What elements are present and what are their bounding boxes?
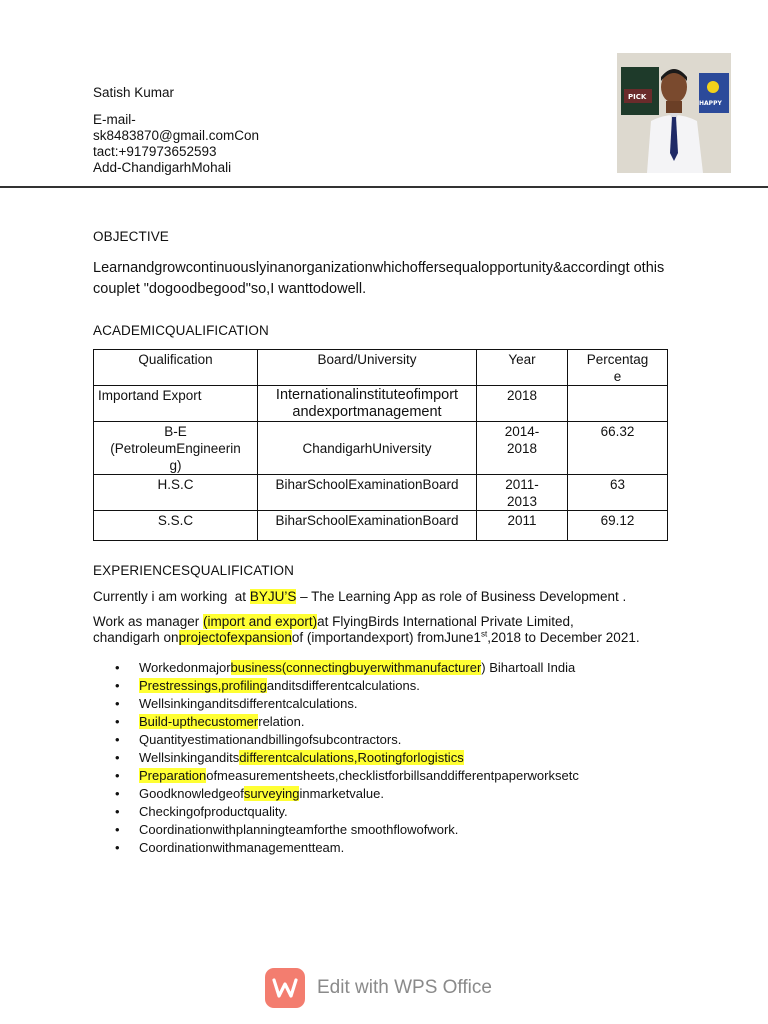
header-board: Board/University (258, 350, 477, 386)
cell-qualification: S.S.C (94, 511, 258, 541)
header-year: Year (477, 350, 568, 386)
duties-list (93, 659, 579, 857)
profile-photo-image (617, 53, 731, 173)
experience-title: EXPERIENCESQUALIFICATION (93, 563, 294, 578)
table-row (94, 475, 668, 511)
profile-photo (617, 53, 731, 173)
cell-board: Internationalinstituteofimport andexportmanagement (258, 386, 477, 422)
bullet-icon: • (115, 804, 120, 819)
photo-sign-right: HAPPY (699, 100, 722, 107)
cell-percentage: 66.32 (568, 422, 668, 475)
cell-percentage (568, 386, 668, 422)
header-percentage: Percentag e (568, 350, 668, 386)
cell-year: 2011 (477, 511, 568, 541)
cell-board: BiharSchoolExaminationBoard (258, 475, 477, 511)
cell-year: 2018 (477, 386, 568, 422)
objective-text: Learnandgrowcontinuouslyinanorganizationwhichoffersequalopportunity&accordingt othis couplet "dogoodbegood"so,I wanttodowell. (93, 260, 665, 297)
bullet-icon: • (115, 660, 120, 675)
header-divider (0, 186, 768, 188)
wps-logo-icon (265, 968, 305, 1008)
address-line: Add-ChandigarhMohali (93, 160, 232, 175)
cell-board: BiharSchoolExaminationBoard (258, 511, 477, 541)
academic-title: ACADEMICQUALIFICATION (93, 323, 269, 338)
duty-item: • Checkingofproductquality. (115, 804, 288, 819)
duty-item: • Workedonmajorbusiness(connectingbuyerwithmanufacturer) Bihartoall India (115, 660, 576, 675)
academic-table (93, 349, 668, 541)
cell-board: ChandigarhUniversity (258, 422, 477, 475)
duty-item: • Prestressings,profilinganditsdifferentcalculations. (115, 678, 420, 693)
wps-watermark[interactable] (265, 968, 492, 1008)
bullet-icon: • (115, 822, 120, 837)
cell-qualification: Importand Export (94, 386, 258, 422)
email-line: sk8483870@gmail.comCon (93, 128, 260, 143)
contact-header (93, 85, 393, 176)
email-label: E-mail- (93, 112, 136, 127)
duty-item: • Preparationofmeasurementsheets,checklistforbillsanddifferentpaperworksetc (115, 768, 579, 783)
duty-item: • Coordinationwithplanningteamforthe smoothflowofwork. (115, 822, 459, 837)
bullet-icon: • (115, 768, 120, 783)
duty-item: • Wellsinkinganditsdifferentcalculations. (115, 696, 358, 711)
manager-paragraph: Work as manager (import and export)at FlyingBirds International Private Limited, chandigarh onprojectofexpansionof (importandexport) fromJune1st,2018 to December 2021. (93, 614, 640, 645)
current-position: Currently i am working at BYJU’S – The Learning App as role of Business Development . (93, 589, 627, 604)
cell-percentage: 69.12 (568, 511, 668, 541)
bullet-icon: • (115, 678, 120, 693)
bullet-icon: • (115, 786, 120, 801)
duty-item: • Quantityestimationandbillingofsubcontractors. (115, 732, 402, 747)
header-qualification: Qualification (94, 350, 258, 386)
contact-line: tact:+917973652593 (93, 144, 217, 159)
bullet-icon: • (115, 732, 120, 747)
duty-item: • Wellsinkinganditsdifferentcalculations,Rootingforlogistics (115, 750, 464, 765)
cell-qualification: B-E (PetroleumEngineerin g) (94, 422, 258, 475)
cell-percentage: 63 (568, 475, 668, 511)
table-row (94, 422, 668, 475)
duty-item: • Build-upthecustomerrelation. (115, 714, 305, 729)
cell-year: 2014- 2018 (477, 422, 568, 475)
table-header-row (94, 350, 668, 386)
duty-item: • Coordinationwithmanagementteam. (115, 840, 345, 855)
wps-edit-text: Edit with WPS Office (317, 977, 492, 998)
cell-year: 2011- 2013 (477, 475, 568, 511)
table-row (94, 511, 668, 541)
photo-sign-left: PICK (628, 93, 647, 101)
objective-title: OBJECTIVE (93, 229, 169, 244)
cell-qualification: H.S.C (94, 475, 258, 511)
applicant-name: Satish Kumar (93, 85, 175, 100)
bullet-icon: • (115, 840, 120, 855)
bullet-icon: • (115, 750, 120, 765)
bullet-icon: • (115, 714, 120, 729)
duty-item: • Goodknowledgeofsurveyinginmarketvalue. (115, 786, 384, 801)
table-row (94, 386, 668, 422)
bullet-icon: • (115, 696, 120, 711)
company-highlight: BYJU’S (249, 589, 297, 604)
